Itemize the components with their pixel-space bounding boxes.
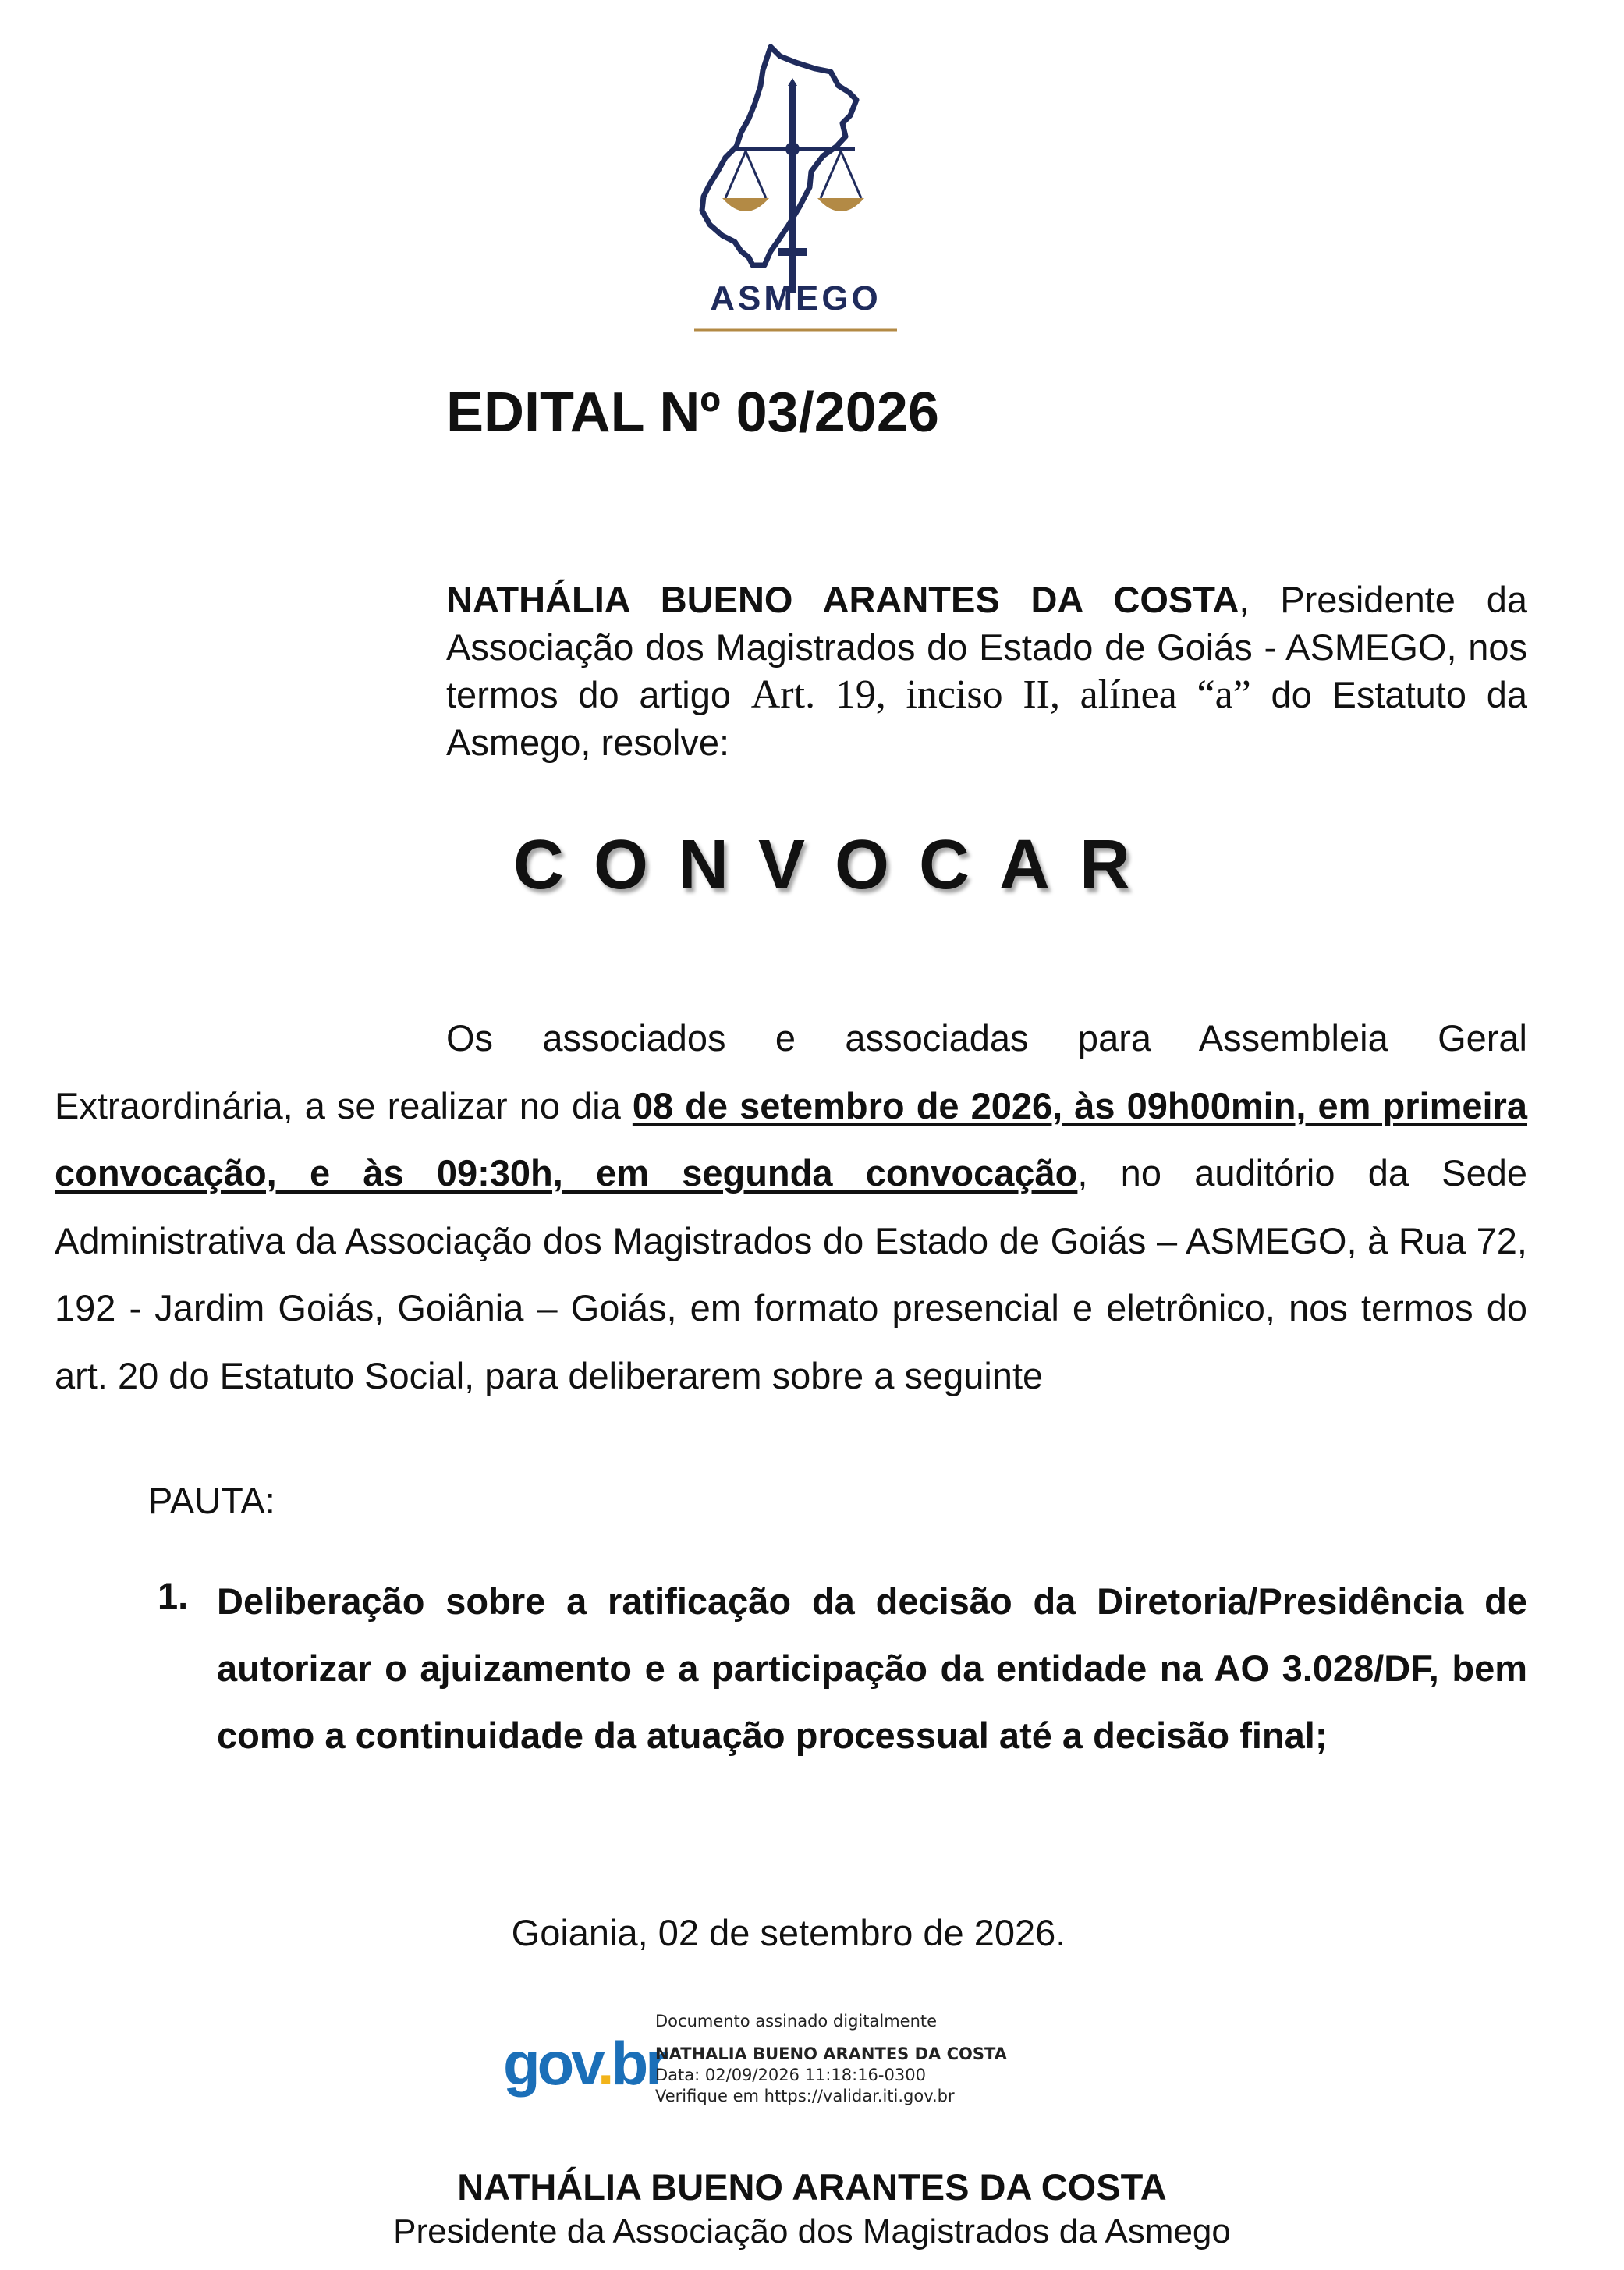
govbr-gov: gov	[503, 2029, 597, 2098]
president-name: NATHÁLIA BUENO ARANTES DA COSTA	[446, 579, 1239, 620]
logo-text: ASMEGO	[710, 279, 881, 317]
intro-paragraph	[446, 576, 1527, 766]
place-date	[0, 1911, 1624, 1954]
intro-text-end: do Estatuto da Asmego, resolve:	[446, 674, 1527, 763]
intro-text: , Presidente da Associação dos Magistrados do Estado de Goiás - ASMEGO, nos termos do artigo	[446, 579, 1527, 715]
signature-verify-link: Verifique em https://validar.iti.gov.br	[655, 2087, 955, 2105]
govbr-dot: .	[597, 2029, 612, 2098]
body-text-part2: , no auditório da Sede Administrativa da Associação dos Magistrados do Estado de Goiás – ASMEGO, à Rua 72, 192 - Jardim Goiás, Goiânia – Goiás, em formato presencial e eletrônico, nos termos do art. 20 do Estatuto Social, para deliberarem sobre a seguinte	[55, 1152, 1527, 1396]
body-text-part1: Os associados e associadas para Assembleia Geral Extraordinária, a se realizar no dia	[55, 1017, 1527, 1126]
signer-name: NATHÁLIA BUENO ARANTES DA COSTA	[457, 2166, 1167, 2208]
article-reference: Art. 19, inciso II, alínea “a”	[750, 672, 1251, 717]
signer-role: Presidente da Associação dos Magistrados da Asmego	[393, 2212, 1231, 2250]
signature-signer: NATHALIA BUENO ARANTES DA COSTA	[655, 2045, 1007, 2063]
agenda-heading: PAUTA:	[148, 1480, 275, 1521]
agenda-item-text: Deliberação sobre a ratificação da decisão da Diretoria/Presidência de autorizar o ajuizamento e a participação da entidade na AO 3.028/DF, bem como a continuidade da atuação processual até a decisão final;	[217, 1580, 1527, 1756]
signature-note: Documento assinado digitalmente	[655, 2012, 938, 2031]
asmego-logo	[671, 31, 967, 335]
meeting-date-highlight: 08 de setembro de 2026, às 09h00min, em primeira convocação, e às 09:30h, em segunda convocação	[55, 1084, 1527, 1194]
govbr-br: br	[611, 2029, 666, 2098]
action-heading: CONVOCAR	[513, 826, 1161, 904]
digital-signature-block	[655, 2011, 1007, 2107]
govbr-logo	[503, 2028, 666, 2099]
document-title: EDITAL Nº 03/2026	[446, 381, 939, 444]
place-date-text: Goiania, 02 de setembro de 2026.	[511, 1912, 1066, 1953]
agenda-item-number: 1.	[158, 1575, 189, 1616]
signature-date: Data: 02/09/2026 11:18:16-0300	[655, 2066, 926, 2084]
body-paragraph	[55, 1005, 1527, 1410]
